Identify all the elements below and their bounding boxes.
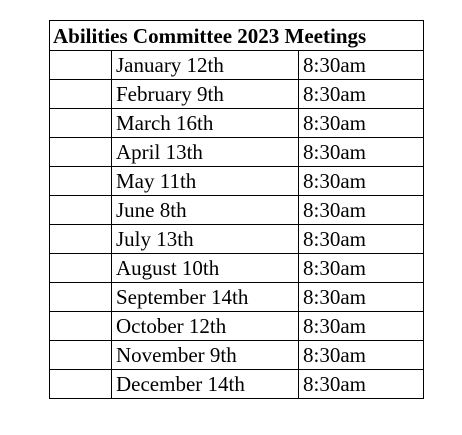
table-row xyxy=(50,370,424,399)
blank-cell xyxy=(50,167,112,196)
meeting-time: 8:30am xyxy=(299,312,424,341)
meeting-time: 8:30am xyxy=(299,51,424,80)
meeting-time: 8:30am xyxy=(299,80,424,109)
meeting-time: 8:30am xyxy=(299,225,424,254)
meetings-body xyxy=(50,51,424,399)
meeting-date: November 9th xyxy=(112,341,299,370)
title-row xyxy=(50,21,424,51)
table-row xyxy=(50,312,424,341)
meeting-date: September 14th xyxy=(112,283,299,312)
meeting-date: August 10th xyxy=(112,254,299,283)
blank-cell xyxy=(50,196,112,225)
blank-cell xyxy=(50,312,112,341)
table-row xyxy=(50,80,424,109)
table-title: Abilities Committee 2023 Meetings xyxy=(50,21,424,51)
table-row xyxy=(50,138,424,167)
table-row xyxy=(50,225,424,254)
meeting-schedule xyxy=(49,20,424,399)
meeting-date: October 12th xyxy=(112,312,299,341)
table-row xyxy=(50,283,424,312)
meeting-time: 8:30am xyxy=(299,254,424,283)
blank-cell xyxy=(50,80,112,109)
blank-cell xyxy=(50,283,112,312)
meeting-date: March 16th xyxy=(112,109,299,138)
meeting-time: 8:30am xyxy=(299,341,424,370)
table-row xyxy=(50,196,424,225)
blank-cell xyxy=(50,225,112,254)
blank-cell xyxy=(50,138,112,167)
meeting-time: 8:30am xyxy=(299,167,424,196)
blank-cell xyxy=(50,370,112,399)
meeting-date: May 11th xyxy=(112,167,299,196)
meeting-date: February 9th xyxy=(112,80,299,109)
blank-cell xyxy=(50,254,112,283)
table-row xyxy=(50,341,424,370)
meeting-time: 8:30am xyxy=(299,109,424,138)
meeting-time: 8:30am xyxy=(299,370,424,399)
table-row xyxy=(50,51,424,80)
meeting-time: 8:30am xyxy=(299,138,424,167)
meeting-date: April 13th xyxy=(112,138,299,167)
blank-cell xyxy=(50,109,112,138)
table-row xyxy=(50,167,424,196)
meeting-date: December 14th xyxy=(112,370,299,399)
table-row xyxy=(50,109,424,138)
meetings-table xyxy=(49,20,424,399)
meeting-time: 8:30am xyxy=(299,283,424,312)
meeting-time: 8:30am xyxy=(299,196,424,225)
meeting-date: June 8th xyxy=(112,196,299,225)
meeting-date: January 12th xyxy=(112,51,299,80)
table-row xyxy=(50,254,424,283)
meeting-date: July 13th xyxy=(112,225,299,254)
blank-cell xyxy=(50,341,112,370)
blank-cell xyxy=(50,51,112,80)
